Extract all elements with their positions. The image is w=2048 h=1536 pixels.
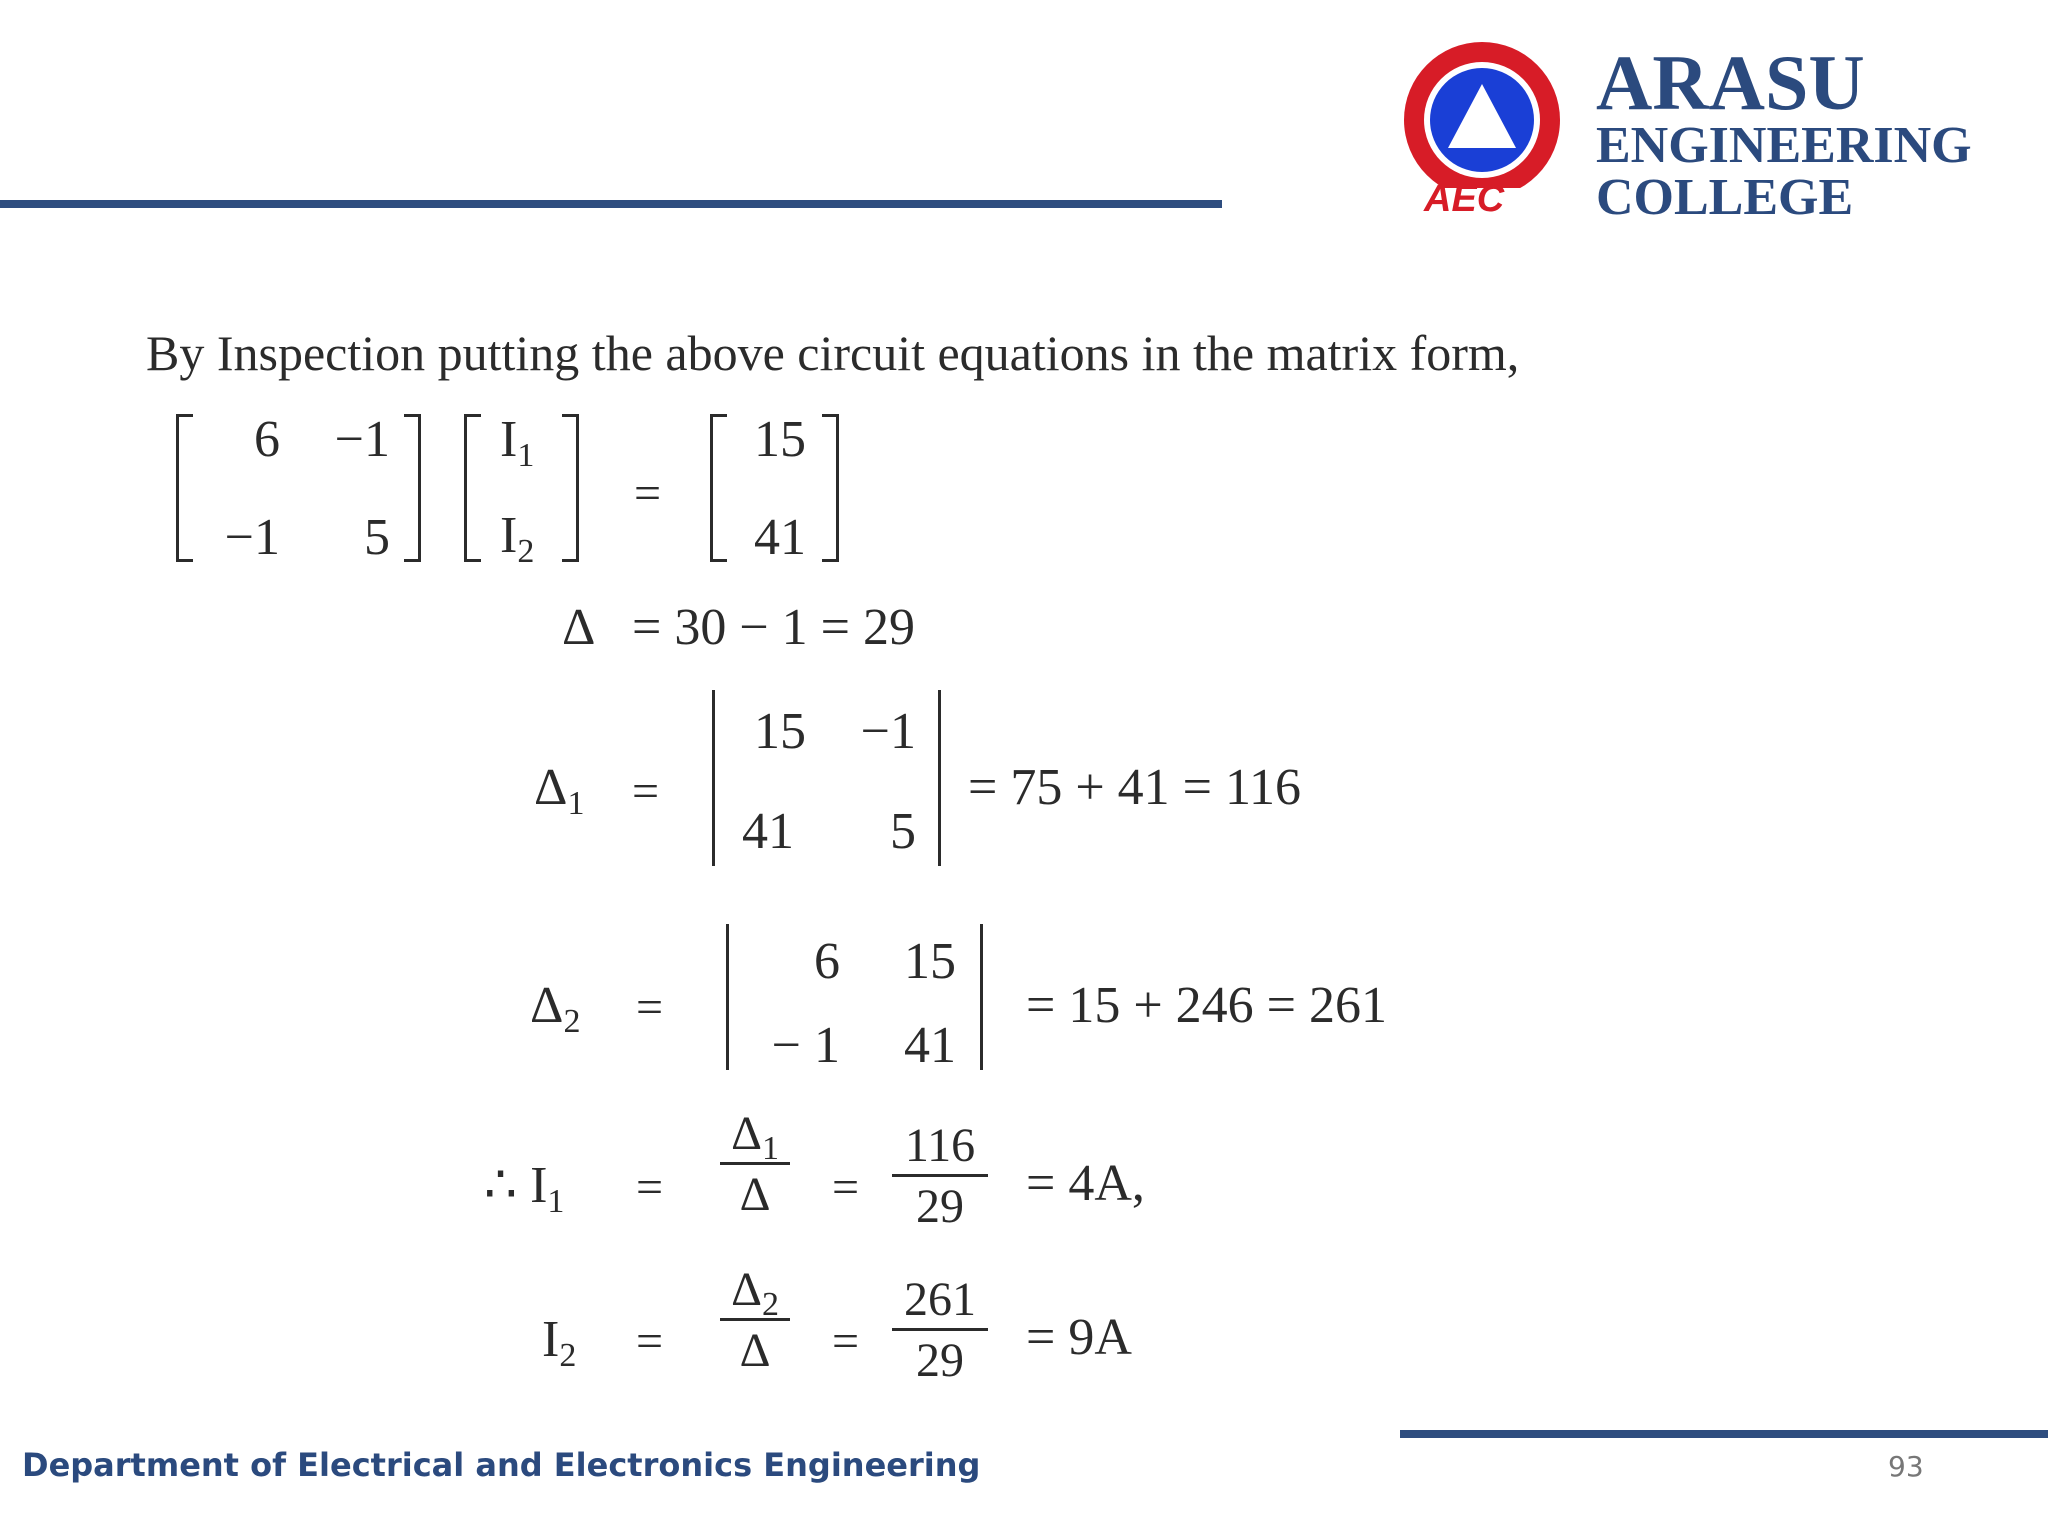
vector-i-r2-symbol: I (500, 507, 518, 564)
vector-i-r2-sub: 2 (517, 533, 535, 570)
i1-fraction-delta-den: Δ (739, 1168, 771, 1221)
delta1-r2c1: 41 (742, 803, 794, 860)
delta-label: Δ (562, 599, 596, 656)
i2-fraction-delta-bar (720, 1318, 790, 1321)
i1-fraction-delta (720, 1107, 790, 1221)
i1-equals-2: = (832, 1161, 860, 1214)
matrix-a-r2c2: 5 (364, 509, 390, 566)
i1-result: = 4A, (1026, 1155, 1145, 1212)
matrix-a-r1c1: 6 (254, 411, 280, 468)
matrix-equals: = (634, 467, 662, 520)
i2-equals-1: = (636, 1315, 664, 1368)
delta2-value: = 15 + 246 = 261 (1026, 977, 1387, 1034)
delta1-r2c2: 5 (890, 803, 916, 860)
delta2-left-bar (726, 924, 729, 1070)
vector-i-left-bracket (464, 414, 481, 562)
delta1-value: = 75 + 41 = 116 (968, 759, 1302, 816)
delta1-symbol: Δ (534, 759, 568, 816)
header-rule (0, 200, 1222, 208)
vector-i-r2 (500, 507, 535, 570)
i1-sub: 1 (547, 1183, 565, 1220)
delta2-sub: 2 (563, 1003, 581, 1040)
i1-fraction-values-bar (892, 1174, 988, 1177)
i1-fraction-values (892, 1119, 988, 1233)
i1-fraction-delta-bar (720, 1162, 790, 1165)
delta2-equals: = (636, 981, 664, 1034)
i2-fraction-delta (720, 1263, 790, 1377)
college-name-line1: ARASU (1596, 39, 1865, 126)
i2-label (542, 1311, 577, 1374)
vector-v-left-bracket (710, 414, 727, 562)
i2-fraction-delta-num-symbol: Δ (731, 1263, 762, 1316)
i2-result: = 9A (1026, 1309, 1132, 1366)
delta2-r1c2: 15 (904, 933, 956, 990)
delta2-right-bar (980, 924, 983, 1070)
delta-value: = 30 − 1 = 29 (632, 599, 915, 656)
i1-equals-1: = (636, 1161, 664, 1214)
i1-fraction-values-num: 116 (904, 1119, 976, 1172)
matrix-a-right-bracket (404, 414, 421, 562)
delta1-left-bar (712, 690, 715, 866)
i2-equals-2: = (832, 1315, 860, 1368)
i2-fraction-values-num: 261 (904, 1273, 976, 1326)
delta1-label (534, 759, 585, 822)
matrix-a-r1c2: −1 (334, 411, 390, 468)
i2-fraction-values-bar (892, 1328, 988, 1331)
delta1-right-bar (938, 690, 941, 866)
delta2-r2c1: − 1 (771, 1017, 840, 1074)
logo-abbr: AEC (1424, 178, 1505, 220)
intro-text: By Inspection putting the above circuit equations in the matrix form, (146, 325, 1520, 381)
vector-v-right-bracket (822, 414, 839, 562)
delta2-symbol: Δ (530, 977, 564, 1034)
delta1-sub: 1 (567, 785, 585, 822)
matrix-a-r2c1: −1 (224, 509, 280, 566)
vector-v-r1: 15 (754, 411, 806, 468)
i1-fraction-delta-num-sub: 1 (761, 1130, 779, 1167)
delta1-r1c1: 15 (754, 703, 806, 760)
i2-sub: 2 (559, 1337, 577, 1374)
vector-v-r2: 41 (754, 509, 806, 566)
college-name-line2: ENGINEERING (1596, 117, 1972, 174)
i1-label (484, 1157, 565, 1220)
i1-fraction-values-den: 29 (916, 1180, 964, 1233)
i1-fraction-delta-num (720, 1107, 790, 1167)
department-name: Department of Electrical and Electronics Engineering (22, 1446, 981, 1484)
i2-fraction-delta-num-sub: 2 (761, 1286, 779, 1323)
vector-i-right-bracket (562, 414, 579, 562)
college-logo (1392, 28, 1572, 218)
i2-fraction-delta-num (720, 1263, 790, 1323)
delta1-r1c2: −1 (860, 703, 916, 760)
footer-rule (1400, 1430, 2048, 1438)
delta2-r1c1: 6 (814, 933, 840, 990)
vector-i-r1-sub: 1 (517, 437, 535, 474)
college-name-line3: COLLEGE (1596, 169, 1854, 226)
i2-symbol: I (542, 1311, 560, 1368)
i1-fraction-delta-num-symbol: Δ (731, 1107, 762, 1160)
delta1-equals: = (632, 765, 660, 818)
vector-i-r1-symbol: I (500, 411, 518, 468)
vector-i-r1 (500, 411, 535, 474)
i2-fraction-values-den: 29 (916, 1334, 964, 1387)
delta2-label (530, 977, 581, 1040)
page-number: 93 (1888, 1450, 1924, 1483)
i1-symbol: ∴ I (484, 1157, 548, 1214)
i2-fraction-values (892, 1273, 988, 1387)
i2-fraction-delta-den: Δ (739, 1324, 771, 1377)
delta2-r2c2: 41 (904, 1017, 956, 1074)
